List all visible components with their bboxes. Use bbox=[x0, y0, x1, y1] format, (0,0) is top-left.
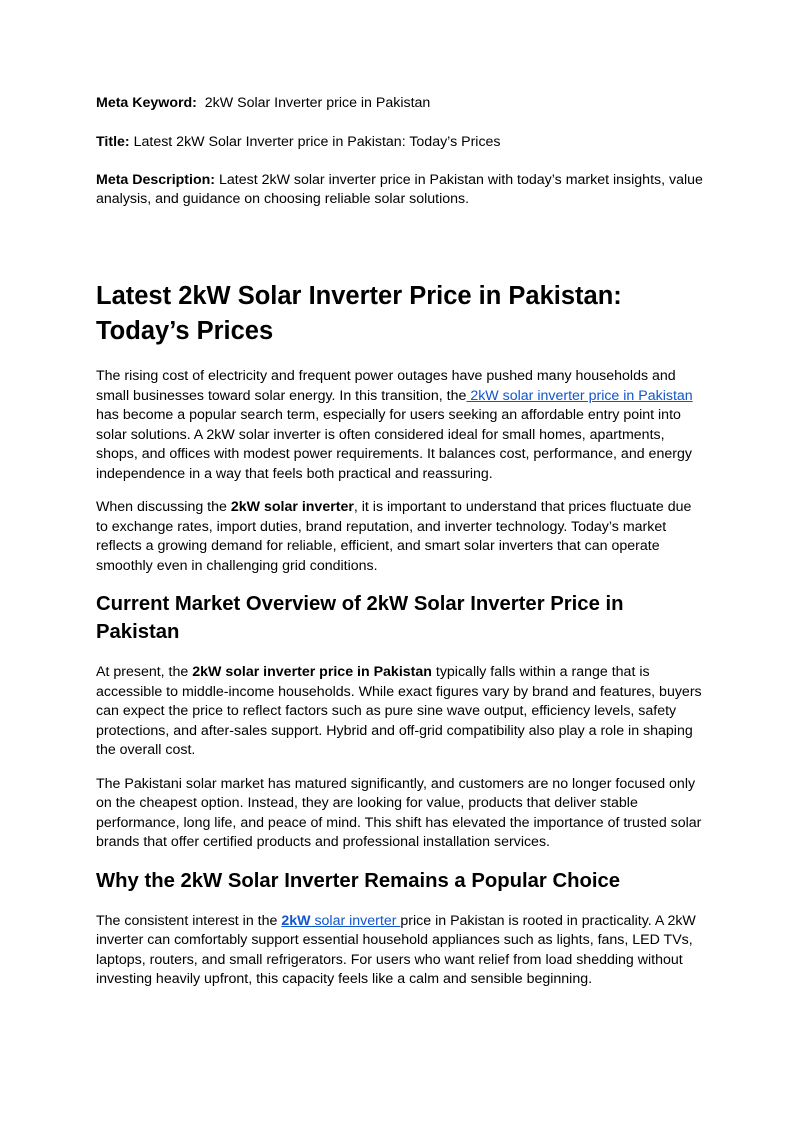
market-overview-paragraph-2: The Pakistani solar market has matured significantly, and customers are no longer focused only on the cheapest option. Instead, they are looking for value, products that deliver stable performance, long life, and peace of mind. This shift has elevated the importance of trusted solar brands that offer certified products and professional installation services. bbox=[96, 775, 702, 850]
discussion-text-after-bold: , it is important to understand that prices fluctuate due to exchange rates, import duties, brand reputation, and inverter technology. Today’s market reflects a growing demand for reliable, efficient, and smart solar inverters that can operate smoothly even in challenging grid conditions. bbox=[96, 499, 692, 574]
intro-text-before-link: The rising cost of electricity and frequent power outages have pushed many households and small businesses toward solar energy. In this transition, the bbox=[96, 368, 676, 404]
overview-text-before-bold: At present, the bbox=[96, 664, 193, 680]
document-page bbox=[96, 94, 704, 1004]
article-heading bbox=[96, 279, 704, 349]
meta-keyword-label: Meta Keyword: bbox=[96, 95, 197, 111]
solar-inverter-link-text: solar inverter bbox=[310, 912, 401, 929]
solar-inverter-link-bold: 2kW bbox=[281, 912, 311, 929]
popular-choice-heading: Why the 2kW Solar Inverter Remains a Popular Choice bbox=[96, 869, 621, 892]
solar-inverter-link[interactable] bbox=[281, 913, 400, 929]
market-overview-heading-line1: Current Market Overview of 2kW Solar Inverter Price in bbox=[96, 593, 624, 615]
price-link[interactable]: 2kW solar inverter price in Pakistan bbox=[466, 387, 693, 404]
discussion-paragraph bbox=[96, 498, 704, 576]
meta-title-label: Title: bbox=[96, 133, 130, 150]
discussion-text-before-bold: When discussing the bbox=[96, 499, 231, 515]
popular-text-after-link: price in Pakistan is rooted in practicality. A 2kW inverter can comfortably support essential household appliances such as lights, fans, LED TVs, laptops, routers, and small refrigerators. For users who want relief from load shedding without investing heavily upfront, this capacity feels like a calm and sensible beginning. bbox=[96, 912, 696, 987]
meta-keyword-value: 2kW Solar Inverter price in Pakistan bbox=[204, 95, 431, 111]
popular-text-before-link: The consistent interest in the bbox=[96, 912, 282, 929]
meta-title-value: Latest 2kW Solar Inverter price in Pakistan: Today’s Prices bbox=[133, 133, 501, 150]
meta-keyword-line bbox=[96, 94, 704, 113]
meta-description-label: Meta Description: bbox=[96, 172, 216, 188]
article-heading-line1: Latest 2kW Solar Inverter Price in Pakistan: bbox=[96, 282, 622, 310]
popular-choice-paragraph bbox=[96, 912, 704, 990]
market-overview-paragraph-1 bbox=[96, 663, 704, 761]
market-overview-heading-line2: Pakistan bbox=[96, 621, 180, 643]
overview-text-after-bold: typically falls within a range that is accessible to middle-income households. While exact figures vary by brand and features, buyers can expect the price to reflect factors such as pure sine wave output, efficiency levels, safety protections, and after-sales support. Hybrid and off-grid compatibility also play a role in shaping the overall cost. bbox=[96, 664, 702, 758]
intro-text-after-link: has become a popular search term, especially for users seeking an affordable entry point into solar solutions. A 2kW solar inverter is often considered ideal for small homes, apartments, shops, and offices with modest power requirements. It balances cost, performance, and energy independence in a way that feels both practical and reassuring. bbox=[96, 407, 692, 482]
overview-bold-term: 2kW solar inverter price in Pakistan bbox=[192, 664, 432, 680]
meta-title-line bbox=[96, 133, 704, 152]
meta-description-value: Latest 2kW solar inverter price in Pakistan with today’s market insights, value analysis, and guidance on choosing reliable solar solutions. bbox=[96, 172, 703, 207]
intro-paragraph bbox=[96, 367, 704, 484]
meta-description-line bbox=[96, 171, 704, 209]
market-overview-heading bbox=[96, 590, 704, 646]
discussion-bold-term: 2kW solar inverter bbox=[230, 499, 354, 515]
article-heading-line2: Today’s Prices bbox=[96, 317, 274, 345]
